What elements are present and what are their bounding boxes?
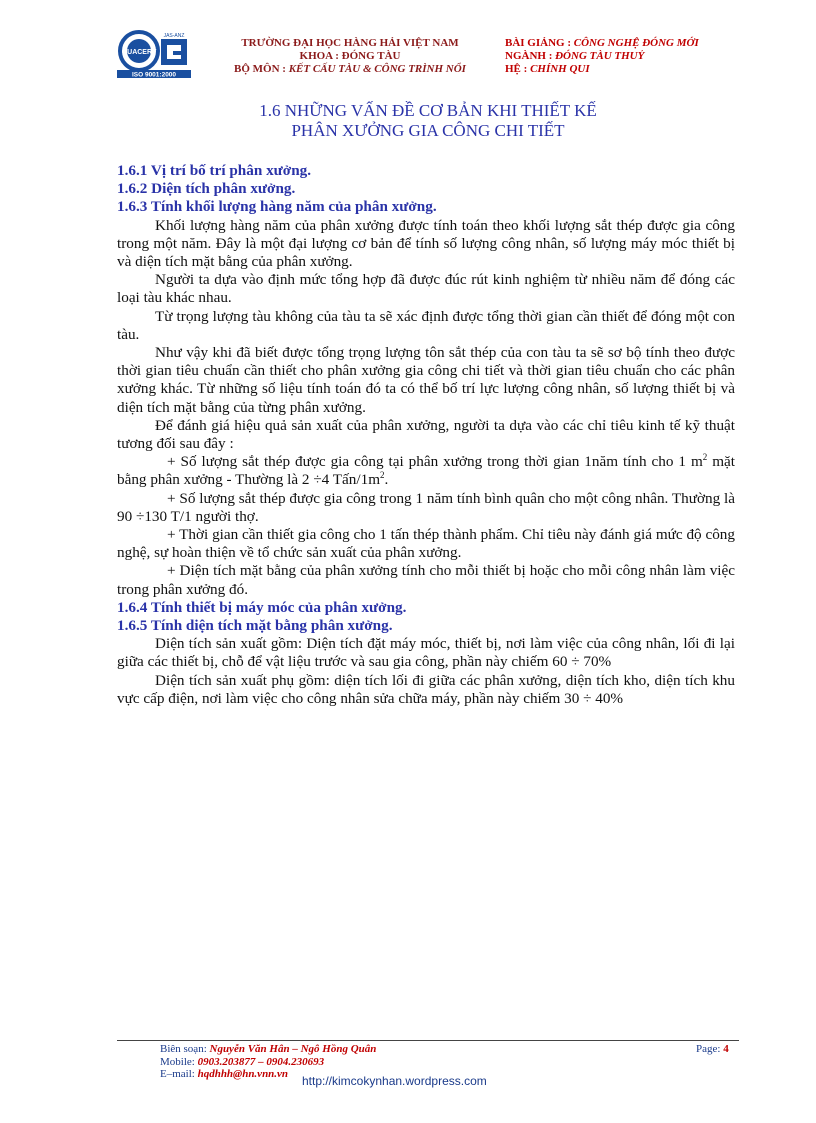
paragraph-norms: Người ta dựa vào định mức tổng hợp đã được đúc rút kinh nghiệm từ nhiều năm để đóng các loại tàu khác nhau. (117, 271, 735, 307)
footer-divider (117, 1040, 739, 1041)
document-body (117, 162, 735, 708)
section-heading-1-6-5: 1.6.5 Tính diện tích mặt bằng phân xưởng. (117, 617, 393, 635)
header-department: BỘ MÔN : KẾT CẤU TÀU & CÔNG TRÌNH NỔI (234, 63, 466, 75)
bullet-steel-per-area: + Số lượng sắt thép được gia công tại phân xưởng trong thời gian 1năm tính cho 1 $m^2$ mặt bằng phân xưởng - Thường là 2 ÷4 Tấn/$1m^2$. (117, 452, 735, 489)
page-title (110, 101, 746, 141)
paragraph-production-area: Diện tích sản xuất gồm: Diện tích đặt máy móc, thiết bị, nơi làm việc của công nhân, lối đi lại giữa các thiết bị, chỗ để vật liệu trước và sau gia công, phần này chiếm 60 ÷ 70% (117, 635, 735, 671)
section-heading-1-6-2: 1.6.2 Diện tích phân xưởng. (117, 180, 296, 198)
header-left (215, 37, 485, 76)
section-heading-1-6-3: 1.6.3 Tính khối lượng hàng năm của phân xưởng. (117, 198, 437, 216)
quacert-logo (117, 30, 191, 78)
paragraph-light-weight: Từ trọng lượng tàu không của tàu ta sẽ xác định được tổng thời gian cần thiết để đóng một con tàu. (117, 307, 735, 343)
header-system: HỆ : CHÍNH QUI (505, 63, 590, 75)
footer-page-number: Page: 4 (696, 1043, 729, 1055)
website-link[interactable]: http://kimcokynhan.wordpress.com (302, 1074, 487, 1088)
paragraph-indicators: Để đánh giá hiệu quả sản xuất của phân xưởng, người ta dựa vào các chỉ tiêu kinh tế kỹ thuật tương đối sau đây : (117, 416, 735, 453)
title-line-2: PHÂN XƯỞNG GIA CÔNG CHI TIẾT (291, 121, 565, 140)
logo-sub: JAS-ANZ (163, 33, 185, 39)
bullet-area-per-unit: + Diện tích mặt bằng của phân xưởng tính cho mỗi thiết bị hoặc cho mỗi công nhân làm việc trong phân xưởng đó. (117, 562, 735, 598)
title-line-1: 1.6 NHỮNG VẤN ĐỀ CƠ BẢN KHI THIẾT KẾ (259, 101, 597, 120)
footer-author: Biên soạn: Nguyễn Văn Hân – Ngô Hồng Quân (160, 1043, 377, 1055)
logo-iso: ISO 9001:2000 (131, 71, 177, 78)
footer-mobile: Mobile: 0903.203877 – 0904.230693 (160, 1055, 325, 1068)
bullet-time-per-ton: + Thời gian cần thiết gia công cho 1 tấn thép thành phẩm. Chỉ tiêu này đánh giá mức độ công nghệ, sự hoàn thiện về tổ chức sản xuất của phân xưởng. (117, 526, 735, 562)
header-university: TRƯỜNG ĐẠI HỌC HÀNG HẢI VIỆT NAM (241, 37, 459, 49)
header-right (505, 37, 745, 76)
header-course: BÀI GIẢNG : CÔNG NGHỆ ĐÓNG MỚI (505, 37, 699, 49)
bullet-steel-per-worker: + Số lượng sắt thép được gia công trong 1 năm tính bình quân cho một công nhân. Thường là 90 ÷130 T/1 người thợ. (117, 489, 735, 525)
header-faculty: KHOA : ĐÓNG TÀU (299, 50, 401, 62)
header-major: NGÀNH : ĐÓNG TÀU THUỶ (505, 50, 645, 62)
paragraph-auxiliary-area: Diện tích sản xuất phụ gồm: diện tích lối đi giữa các phân xưởng, diện tích kho, diện tích khu vực cấp điện, nơi làm việc cho công nhân sửa chữa máy, phần này chiếm 30 ÷ 40% (117, 671, 735, 707)
footer-email: E–mail: hqdhhh@hn.vnn.vn (160, 1068, 289, 1080)
logo-brand: QUACERT (121, 49, 157, 56)
paragraph-annual-volume: Khối lượng hàng năm của phân xưởng được tính toán theo khối lượng sắt thép được gia công trong một năm. Đây là một đại lượng cơ bản để tính số lượng công nhân, số lượng máy móc thiết bị và diện tích mặt bằng của phân xưởng. (117, 216, 735, 271)
paragraph-standard-time: Như vậy khi đã biết được tổng trọng lượng tôn sắt thép của con tàu ta sẽ sơ bộ tính theo được thời gian tiêu chuẩn cần thiết cho phân xưởng gia công chi tiết và thời gian tiêu chuẩn cho các phân xưởng khác. Từ những số liệu tính toán đó ta có thể bố trí lực lượng công nhân, số lượng thiết bị và diện tích mặt bằng của từng phân xưởng. (117, 344, 735, 416)
section-heading-1-6-1: 1.6.1 Vị trí bố trí phân xưởng. (117, 162, 312, 179)
section-heading-1-6-4: 1.6.4 Tính thiết bị máy móc của phân xưởng. (117, 598, 407, 616)
